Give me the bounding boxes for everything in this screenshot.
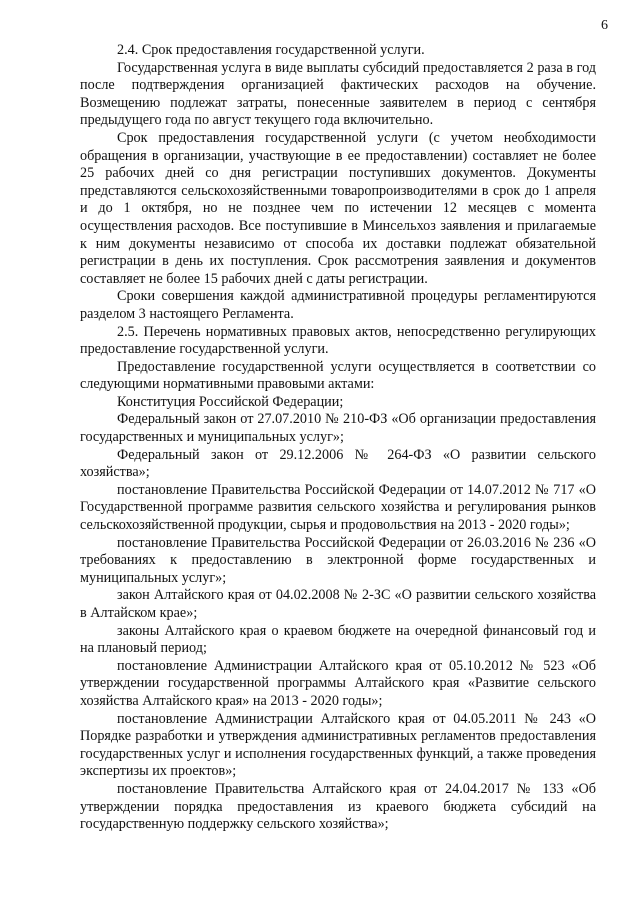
legal-act-item: закон Алтайского края от 04.02.2008 № 2-ЗС «О развитии сельского хозяйства в Алтайском крае»;	[80, 587, 596, 621]
legal-act-item: постановление Правительства Российской Федерации от 26.03.2016 № 236 «О требованиях к предоставлению в электронной форме государственных и муниципальных услуг»;	[80, 534, 596, 586]
legal-act-item: законы Алтайского края о краевом бюджете на очередной финансовый год и на плановый период;	[80, 622, 596, 657]
paragraph-subsidy-payment: Государственная услуга в виде выплаты субсидий предоставляется 2 раза в год после подтверждения организацией фактических расходов на обучение. Возмещению подлежат затраты, понесенные заявителем в период с сентября предыдущего года по август текущего года включительно.	[80, 59, 596, 129]
legal-act-item: Федеральный закон от 29.12.2006 № 264-ФЗ «О развитии сельского хозяйства»;	[80, 446, 596, 481]
legal-act-item: постановление Администрации Алтайского края от 04.05.2011 № 243 «О Порядке разработки и утверждения административных регламентов предоставления государственных услуг и исполнения государственных функций, а также проведения экспертизы их проектов»;	[80, 710, 596, 780]
legal-act-item: постановление Администрации Алтайского края от 05.10.2012 № 523 «Об утверждении государственной программы Алтайского края «Развитие сельского хозяйства Алтайского края» на 2013 - 2020 годы»;	[80, 657, 596, 709]
legal-act-item: Конституция Российской Федерации;	[117, 393, 344, 410]
paragraph-legal-basis-intro: Предоставление государственной услуги осуществляется в соответствии со следующими нормативными правовыми актами:	[80, 358, 596, 393]
section-heading-2-5: 2.5. Перечень нормативных правовых актов, непосредственно регулирующих предоставление государственной услуги.	[80, 323, 596, 358]
legal-act-item: постановление Правительства Алтайского края от 24.04.2017 № 133 «Об утверждении порядка предоставления из краевого бюджета субсидий на государственную поддержку сельского хозяйства»;	[80, 780, 596, 833]
paragraph-service-term: Срок предоставления государственной услуги (с учетом необходимости обращения в организации, участвующие в ее предоставлении) составляет не более 25 рабочих дней со дня регистрации поступивших документов. Документы представляются сельскохозяйственными товаропроизводителями в срок до 1 апреля и до 1 октября, но не позднее чем по истечении 12 месяцев с момента осуществления расходов. Все поступившие в Минсельхоз заявления и прилагаемые к ним документы независимо от способа их доставки подлежат обязательной регистрации в день их поступления. Срок рассмотрения заявления и документов составляет не более 15 рабочих дней с даты регистрации.	[80, 129, 596, 287]
document-body	[80, 42, 596, 834]
page-number: 6	[601, 18, 608, 33]
paragraph-procedure-terms: Сроки совершения каждой административной процедуры регламентируются разделом 3 настоящего Регламента.	[80, 288, 596, 322]
legal-act-item: постановление Правительства Российской Федерации от 14.07.2012 № 717 «О Государственной программе развития сельского хозяйства и регулирования рынков сельскохозяйственной продукции, сырья и продовольствия на 2013 - 2020 годы»;	[80, 481, 596, 534]
legal-act-item: Федеральный закон от 27.07.2010 № 210-ФЗ «Об организации предоставления государственных и муниципальных услуг»;	[80, 411, 596, 446]
section-heading-2-4: 2.4. Срок предоставления государственной услуги.	[117, 42, 425, 58]
